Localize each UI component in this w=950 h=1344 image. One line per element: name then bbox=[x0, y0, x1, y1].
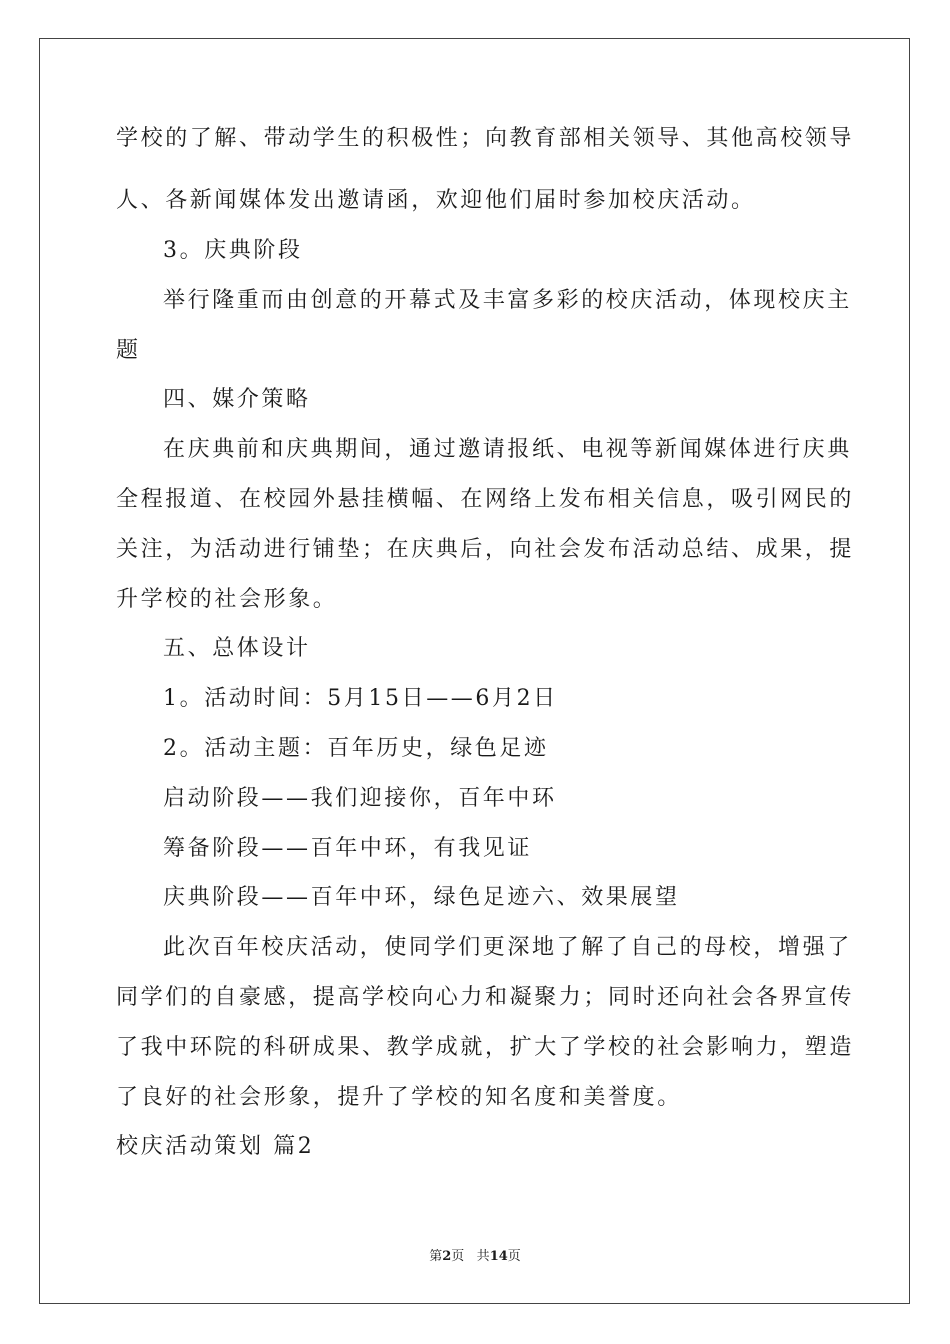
text-line-19: 了我中环院的科研成果、教学成就，扩大了学校的社会影响力，塑造 bbox=[116, 1035, 855, 1060]
section-title-part-2: 校庆活动策划 篇2 bbox=[116, 1134, 315, 1159]
text-line-4: 举行隆重而由创意的开幕式及丰富多彩的校庆活动，体现校庆主 bbox=[163, 288, 852, 313]
section-heading-media-strategy: 四、媒介策略 bbox=[163, 387, 311, 412]
footer-total-prefix: 共 bbox=[476, 1249, 490, 1264]
footer-page-unit: 页 bbox=[451, 1249, 465, 1264]
text-line-9: 关注，为活动进行铺垫；在庆典后，向社会发布活动总结、成果，提 bbox=[116, 537, 855, 562]
section-heading-overall-design: 五、总体设计 bbox=[163, 636, 311, 661]
text-line-prep-stage: 筹备阶段——百年中环，有我见证 bbox=[163, 836, 533, 861]
text-line-activity-time: 1。活动时间：5月15日——6月2日 bbox=[163, 686, 558, 711]
text-line-7: 在庆典前和庆典期间，通过邀请报纸、电视等新闻媒体进行庆典 bbox=[163, 437, 852, 462]
footer-prefix: 第 bbox=[429, 1249, 443, 1264]
text-line-10: 升学校的社会形象。 bbox=[116, 587, 338, 612]
text-line-launch-stage: 启动阶段——我们迎接你，百年中环 bbox=[163, 786, 557, 811]
page-footer bbox=[0, 1248, 950, 1266]
footer-total-unit: 页 bbox=[507, 1249, 521, 1264]
text-line-celebration-stage: 庆典阶段——百年中环，绿色足迹六、效果展望 bbox=[163, 885, 680, 910]
text-line-2: 人、各新闻媒体发出邀请函，欢迎他们届时参加校庆活动。 bbox=[116, 188, 756, 213]
text-line-17: 此次百年校庆活动，使同学们更深地了解了自己的母校，增强了 bbox=[163, 935, 852, 960]
footer-page-number: 2 bbox=[442, 1249, 452, 1264]
text-line-5: 题 bbox=[116, 338, 141, 363]
text-line-activity-theme: 2。活动主题：百年历史，绿色足迹 bbox=[163, 736, 549, 761]
section-heading-3: 3。庆典阶段 bbox=[163, 238, 303, 263]
page-border bbox=[39, 38, 910, 1304]
text-line-18: 同学们的自豪感，提高学校向心力和凝聚力；同时还向社会各界宣传 bbox=[116, 985, 855, 1010]
text-line-20: 了良好的社会形象，提升了学校的知名度和美誉度。 bbox=[116, 1085, 682, 1110]
text-line-1: 学校的了解、带动学生的积极性；向教育部相关领导、其他高校领导 bbox=[116, 126, 855, 151]
text-line-8: 全程报道、在校园外悬挂横幅、在网络上发布相关信息，吸引网民的 bbox=[116, 487, 855, 512]
footer-total-pages: 14 bbox=[489, 1249, 508, 1264]
